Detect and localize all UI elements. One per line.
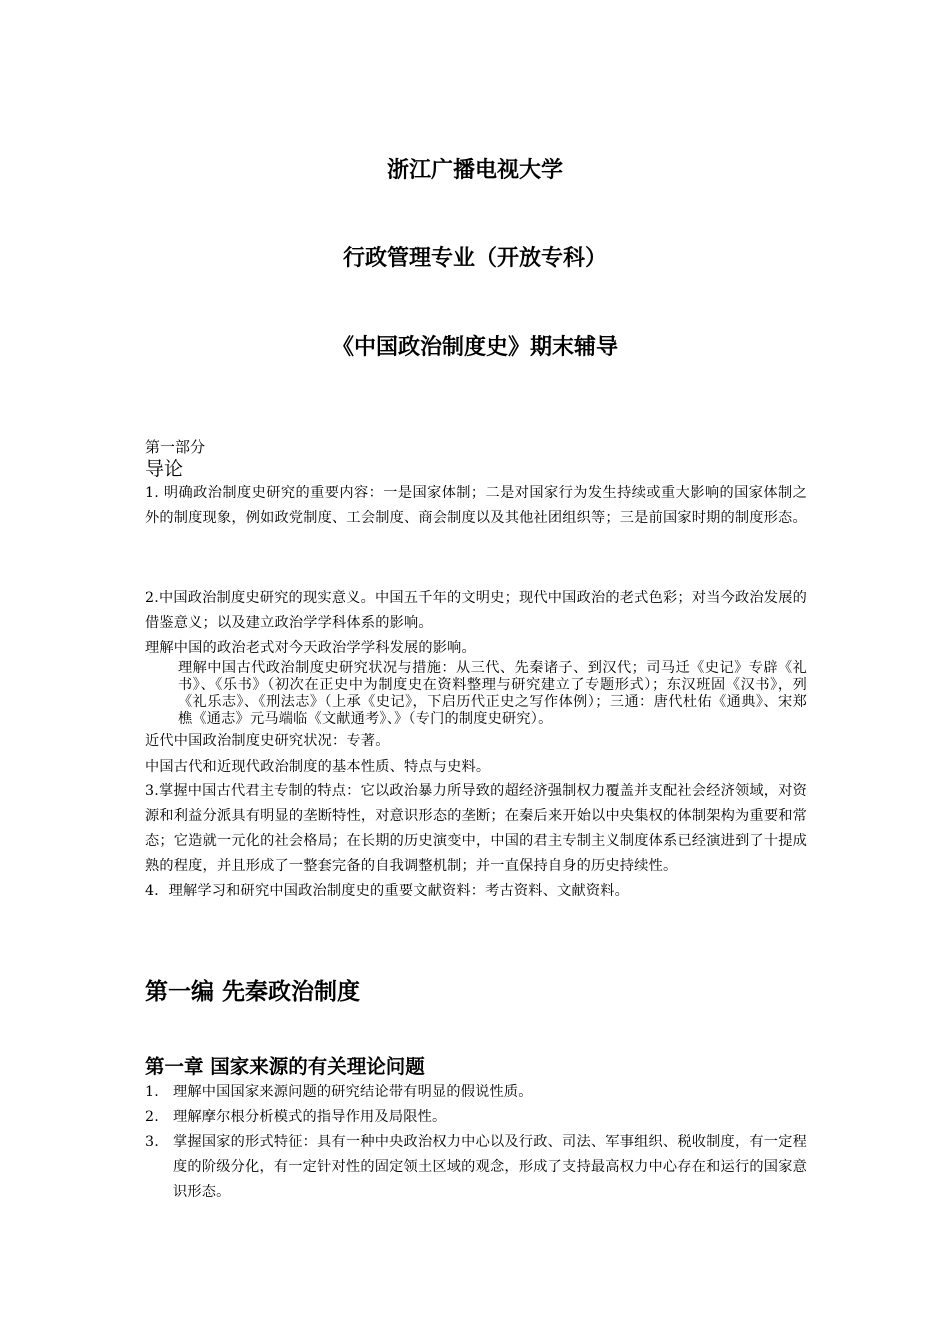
paragraph-5: 近代中国政治制度史研究状况：专著。 xyxy=(145,733,390,749)
chapter-section xyxy=(145,1054,807,1205)
paragraph-4: 理解中国古代政治制度史研究状况与措施：从三代、先秦诸子、到汉代；司马迁《史记》专辟《礼书》、《乐书》（初次在正史中为制度史在资料整理与研究建立了专题形式）；东汉班固《汉书》，列《礼乐志》、《刑法志》（上承《史记》，下启历代正史之写作体例）；三通：唐代杜佑《通典》、宋郑樵《通志》元马端临《文献通考》、》（专门的制度史研究）。 xyxy=(178,660,807,727)
part-title: 第一编 先秦政治制度 xyxy=(145,979,361,1005)
part2-section xyxy=(145,977,807,1007)
list-item: 2. 理解摩尔根分析模式的指导作用及局限性。 xyxy=(145,1109,447,1125)
institution-title: 浙江广播电视大学 xyxy=(386,158,563,183)
section-heading-intro: 导论 xyxy=(145,458,184,480)
paragraph-7: 3.掌握中国古代君主专制的特点：它以政治暴力所导致的超经济强制权力覆盖并支配社会经济领域，对资源和利益分派具有明显的垄断特性，对意识形态的垄断；在秦后来开始以中央集权的体制架构为重要和常态；它造就一元化的社会格局；在长期的历史演变中，中国的君主专制主义制度体系已经演进到了十提成熟的程度，并且形成了一整套完备的自我调整机制；并一直保持自身的历史持续性。 xyxy=(145,783,807,874)
list-item: 1. 理解中国国家来源问题的研究结论带有明显的假说性质。 xyxy=(145,1084,533,1100)
course-title: 《中国政治制度史》期末辅导 xyxy=(331,335,618,360)
chapter-list xyxy=(145,1080,807,1205)
paragraph-3: 理解中国的政治老式对今天政治学学科发展的影响。 xyxy=(145,640,476,656)
paragraph-1: 1. 明确政治制度史研究的重要内容：一是国家体制；二是对国家行为发生持续或重大影响的国家体制之外的制度现象，例如政党制度、工会制度、商会制度以及其他社团组织等；三是前国家时期的制度形态。 xyxy=(145,485,807,526)
part-label: 第一部分 xyxy=(145,438,206,456)
program-title: 行政管理专业（开放专科） xyxy=(342,246,607,271)
paragraph-6: 中国古代和近现代政治制度的基本性质、特点与史料。 xyxy=(145,759,491,775)
paragraph-8: 4．理解学习和研究中国政治制度史的重要文献资料：考古资料、文献资料。 xyxy=(145,883,630,899)
part1-section xyxy=(145,437,807,531)
paragraph-2: 2.中国政治制度史研究的现实意义。中国五千年的文明史；现代中国政治的老式色彩；对当今政治发展的借鉴意义；以及建立政治学学科体系的影响。 xyxy=(145,590,807,631)
chapter-title: 第一章 国家来源的有关理论问题 xyxy=(145,1055,425,1078)
list-item: 3. 掌握国家的形式特征：具有一种中央政治权力中心以及行政、司法、军事组织、税收制度，有一定程度的阶级分化，有一定针对性的固定领土区域的观念，形成了支持最高权力中心存在和运行的国家意识形态。 xyxy=(145,1134,807,1200)
part1-section-cont xyxy=(145,586,807,904)
